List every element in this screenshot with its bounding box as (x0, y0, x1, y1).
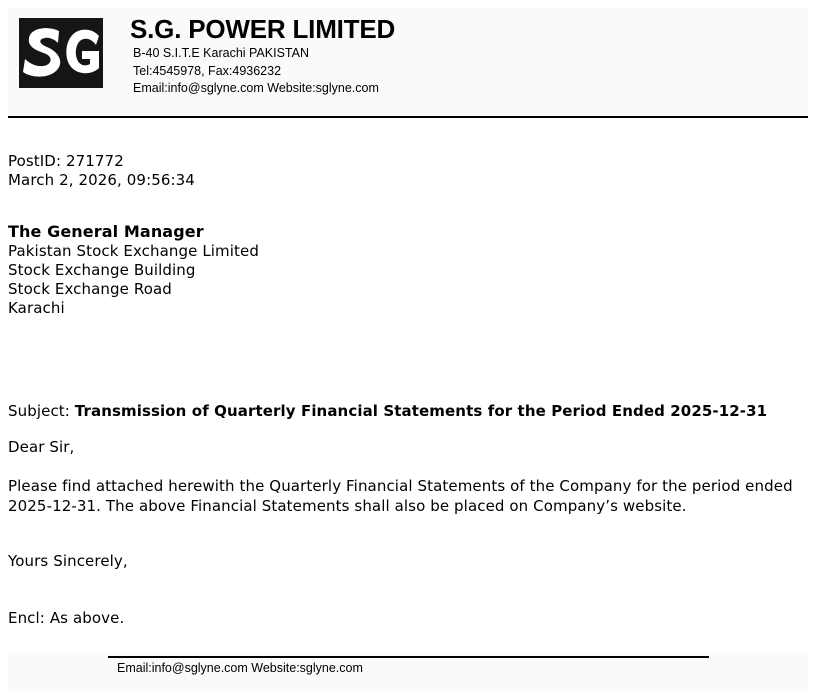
company-address: B-40 S.I.T.E Karachi PAKISTAN (133, 46, 309, 60)
recipient-line-organization: Pakistan Stock Exchange Limited (8, 242, 259, 260)
subject-label: Subject: (8, 402, 75, 420)
enclosure-note: Encl: As above. (8, 609, 125, 627)
recipient-line-city: Karachi (8, 299, 65, 317)
company-email-website: Email:info@sglyne.com Website:sglyne.com (133, 81, 379, 95)
letterhead (8, 8, 808, 116)
footer-email-website: Email:info@sglyne.com Website:sglyne.com (117, 661, 363, 675)
letter-footer (8, 652, 808, 691)
header-divider (8, 116, 808, 118)
subject-value: Transmission of Quarterly Financial Statements for the Period Ended 2025-12-31 (74, 402, 768, 420)
company-phone-fax: Tel:4545978, Fax:4936232 (133, 64, 282, 78)
post-date: March 2, 2026, 09:56:34 (8, 171, 195, 189)
footer-divider (108, 656, 709, 658)
letter-body-paragraph: Please find attached herewith the Quarterly Financial Statements of the Company for the period ended 2025-12-31. The above Financial Statements shall also be placed on Company’s website. (8, 477, 793, 515)
sg-logo (19, 18, 103, 88)
recipient-title: The General Manager (8, 222, 204, 241)
greeting: Dear Sir, (8, 438, 75, 456)
post-id: PostID: 271772 (8, 152, 124, 170)
subject-line (8, 402, 767, 421)
recipient-line-road: Stock Exchange Road (8, 280, 172, 298)
recipient-line-building: Stock Exchange Building (8, 261, 196, 279)
company-name: S.G. POWER LIMITED (130, 14, 396, 44)
closing: Yours Sincerely, (8, 552, 128, 570)
